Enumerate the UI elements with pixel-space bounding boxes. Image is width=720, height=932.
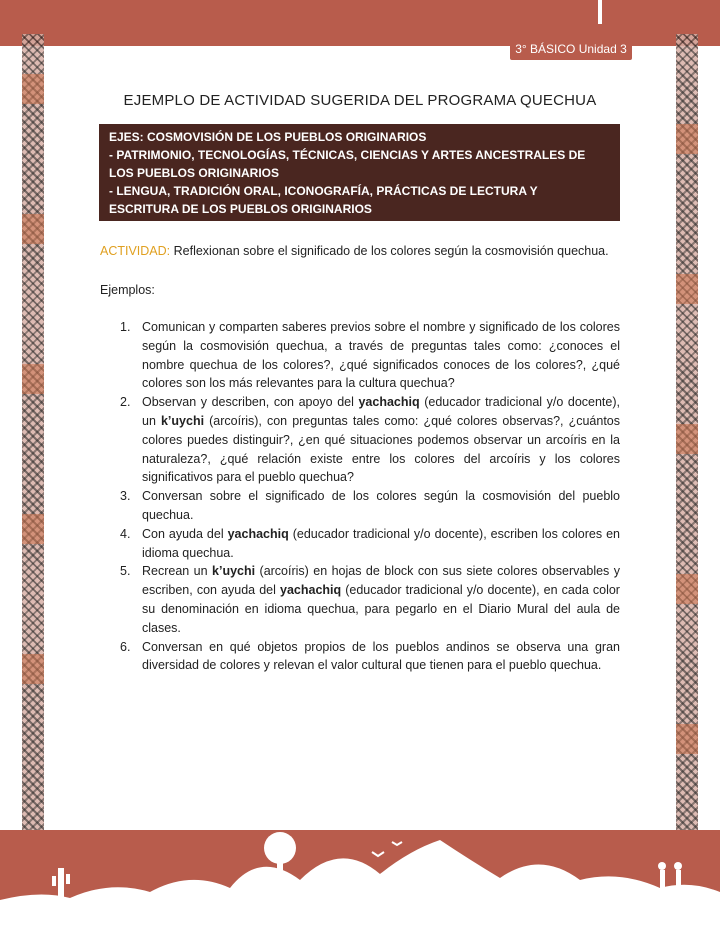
list-item-number: 6.	[120, 639, 131, 654]
list-item	[120, 487, 620, 525]
examples-label: Ejemplos:	[100, 283, 155, 297]
quechua-term: k’uychi	[160, 413, 205, 428]
bird-icon	[372, 852, 384, 856]
grade-unit-badge: 3° BÁSICO Unidad 3	[510, 38, 632, 60]
quechua-term: k’uychi	[212, 564, 256, 579]
ejes-line: - PATRIMONIO, TECNOLOGÍAS, TÉCNICAS, CIENCIAS Y ARTES ANCESTRALES DE LOS PUEBLOS ORIGINARIOS	[109, 148, 586, 180]
activity-label: ACTIVIDAD:	[100, 244, 171, 258]
list-item	[120, 638, 620, 676]
footer-landscape-illustration	[0, 830, 720, 932]
list-item	[120, 525, 620, 563]
ejes-line: - LENGUA, TRADICIÓN ORAL, ICONOGRAFÍA, PRÁCTICAS DE LECTURA Y ESCRITURA DE LOS PUEBLOS ORIGINARIOS	[109, 184, 538, 216]
right-decorative-border	[676, 34, 698, 834]
list-item-text: (educador tradicional y/o docente), escriben los colores en idioma quechua.	[142, 526, 620, 560]
list-item-text: Con ayuda del	[142, 526, 228, 541]
list-item-number: 1.	[120, 320, 131, 334]
list-item-number: 3.	[120, 489, 131, 504]
quechua-term: yachachiq	[227, 526, 289, 541]
cactus-icon	[58, 868, 64, 898]
list-item-number: 5.	[120, 564, 131, 579]
ejes-box	[99, 124, 620, 221]
header-notch	[598, 0, 602, 24]
list-item-text: (educador tradicional y/o docente), en cada color su denominación en idioma quechua, para pegarlo en el Diario Mural del aula de clases.	[142, 583, 620, 635]
left-decorative-border	[22, 34, 44, 834]
list-item-text: (arcoíris), con preguntas tales como: ¿qué colores observas?, ¿cuántos colores puedes distinguir?, ¿en qué situaciones podemos observar un arcoíris en la naturaleza?, ¿qué relación existe entre los colores del arcoíris y los colores significativos para el pueblo quechua?	[142, 413, 620, 485]
list-item-number: 2.	[120, 395, 131, 410]
person-icon	[660, 870, 665, 896]
activity-statement	[100, 244, 620, 258]
list-item-text: Observan y describen, con apoyo del	[142, 395, 359, 410]
ejes-line: EJES: COSMOVISIÓN DE LOS PUEBLOS ORIGINARIOS	[109, 130, 427, 144]
bird-icon	[392, 842, 402, 845]
list-item-text: Conversan en qué objetos propios de los pueblos andinos se observa una gran diversidad de colores y relevan el valor cultural que tienen para el pueblo quechua.	[142, 639, 620, 673]
list-item	[120, 318, 620, 393]
page-title: EJEMPLO DE ACTIVIDAD SUGERIDA DEL PROGRAMA QUECHUA	[123, 92, 597, 109]
list-item-text: (educador tradicional y/o docente), un	[142, 395, 620, 428]
list-item-text: Comunican y comparten saberes previos sobre el nombre y significado de los colores según la cosmovisión quechua, a través de preguntas tales como: ¿conoces el nombre quechua de los colores?, ¿qué significados conoces de los colores?, ¿qué colores son los más relevantes para la cultura quechua?	[142, 320, 620, 391]
list-item-text: Recrean un	[142, 564, 213, 579]
list-item	[120, 562, 620, 637]
list-item	[120, 393, 620, 487]
quechua-term: yachachiq	[280, 583, 342, 598]
examples-list	[120, 318, 620, 675]
list-item-text: (arcoíris) en hojas de block con sus siete colores observables y escriben, con ayuda del	[142, 564, 620, 598]
activity-text: Reflexionan sobre el significado de los colores según la cosmovisión quechua.	[170, 244, 609, 258]
list-item-text: Conversan sobre el significado de los colores según la cosmovisión del pueblo quechua.	[142, 489, 620, 522]
quechua-term: yachachiq	[358, 395, 420, 410]
person-icon	[676, 870, 681, 896]
list-item-number: 4.	[120, 526, 131, 541]
